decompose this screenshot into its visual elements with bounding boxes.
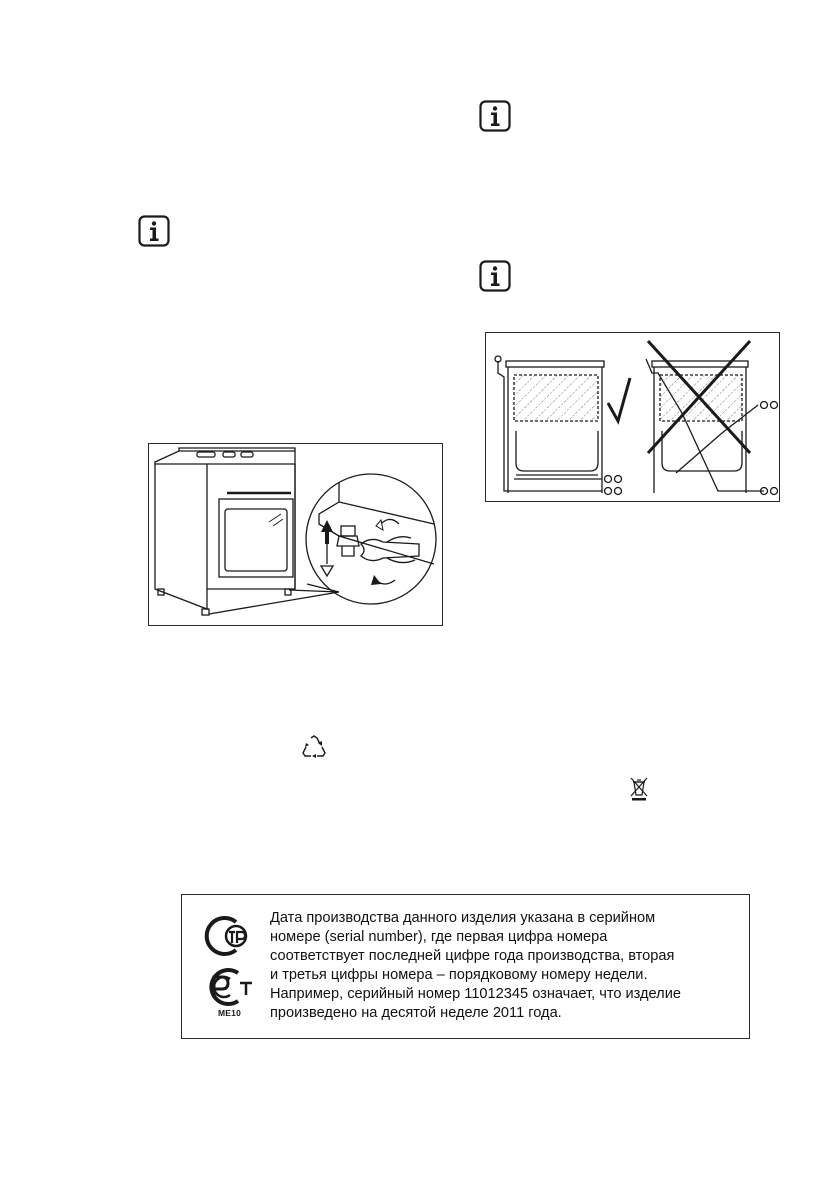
info-icon bbox=[138, 215, 170, 247]
production-date-notice bbox=[181, 894, 750, 1039]
notice-line: произведено на десятой неделе 2011 года. bbox=[270, 1005, 562, 1021]
cable-routing-illustration bbox=[486, 333, 779, 501]
notice-line: Дата производства данного изделия указана в серийном bbox=[270, 910, 656, 926]
crossed-bin-icon bbox=[629, 777, 649, 801]
eac-mark-icon bbox=[202, 912, 252, 960]
cable-routing-figure bbox=[485, 332, 780, 502]
mark-code: ME10 bbox=[218, 1008, 242, 1018]
notice-line: соответствует последней цифре года производства, вторая bbox=[270, 948, 675, 964]
info-icon bbox=[479, 100, 511, 132]
production-date-text bbox=[270, 909, 745, 1023]
leveling-feet-figure bbox=[148, 443, 443, 626]
recycle-icon bbox=[301, 734, 327, 760]
notice-line: Например, серийный номер 11012345 означает, что изделие bbox=[270, 986, 681, 1002]
notice-line: номере (serial number), где первая цифра номера bbox=[270, 929, 608, 945]
notice-line: и третья цифры номера – порядковому номеру недели. bbox=[270, 967, 648, 983]
cooker-leveling-illustration bbox=[149, 444, 442, 625]
info-icon bbox=[479, 260, 511, 292]
rst-mark-icon bbox=[202, 965, 254, 1009]
